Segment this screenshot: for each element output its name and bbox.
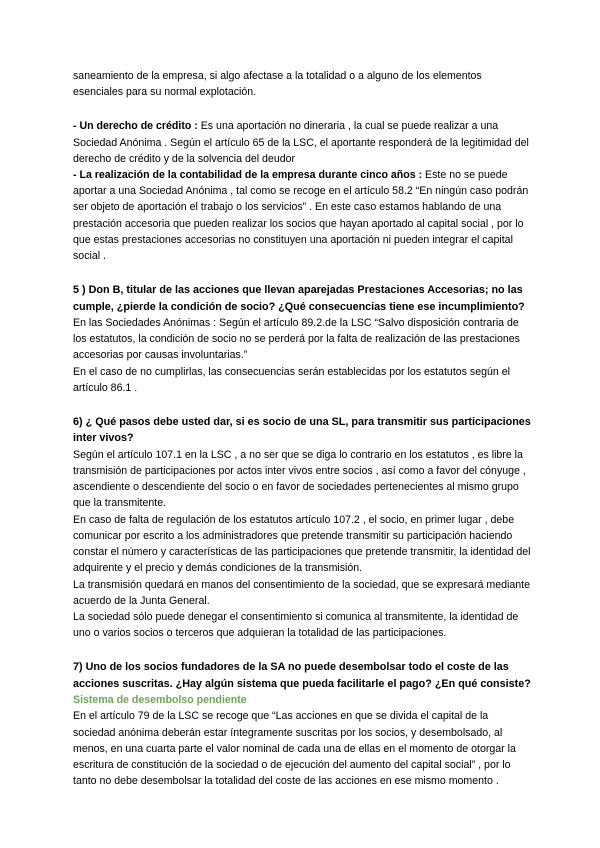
q6-paragraph-3: La transmisión quedará en manos del consentimiento de la sociedad, que se expresará mediante acuerdo de la Junta General.	[73, 578, 530, 607]
credit-lead: - Un derecho de crédito :	[73, 120, 198, 133]
question-6-heading: 6) ¿ Qué pasos debe usted dar, si es socio de una SL, para transmitir sus participaciones inter vivos?	[73, 416, 531, 445]
spacer	[73, 100, 533, 118]
credit-paragraph	[73, 118, 533, 167]
credit-text: Es una aportación no dineraria , la cual se puede realizar a una Sociedad Anónima . Según el artículo 65 de la LSC, el aportante responderá de la legitimidad del derecho de crédito y de la solvencia del deudor	[73, 120, 529, 165]
q7-subheading: Sistema de desembolso pendiente	[73, 694, 247, 707]
spacer	[73, 264, 533, 282]
q6-paragraph-1: Según el artículo 107.1 en la LSC , a no ser que se diga lo contrario en los estatutos , es libre la transmisión de participaciones por actos inter vivos entre socios , así como a favor del cónyuge , ascendiente o descendiente del socio o en favor de sociedades pertenecientes al mismo grupo que la transmitente.	[73, 448, 526, 510]
q7-paragraph-1: En el artículo 79 de la LSC se recoge que “Las acciones en que se divida el capital de la sociedad anónima deberán estar íntegramente suscritas por los socios, y desembolsado, al menos, en una cuarta parte el valor nominal de cada una de ellas en el momento de otorgar la escritura de constitución de la sociedad o de ejecución del aumento del capital social” , por lo tanto no debe desembolsar la totalidad del coste de las acciones en ese mismo momento .	[73, 710, 516, 788]
question-5-heading: 5 ) Don B, titular de las acciones que llevan aparejadas Prestaciones Accesorias; no las cumple, ¿pierde la condición de socio? ¿Qué consecuencias tiene ese incumplimiento?	[73, 284, 525, 313]
spacer	[73, 396, 533, 414]
spacer	[73, 641, 533, 659]
accounting-paragraph	[73, 167, 533, 264]
intro-paragraph: saneamiento de la empresa, si algo afectase a la totalidad o a alguno de los elementos esenciales para su normal explotación.	[73, 70, 482, 99]
q6-paragraph-4: La sociedad sólo puede denegar el consentimiento si comunica al transmitente, la identidad de uno o varios socios o terceros que adquieran la totalidad de las participaciones.	[73, 610, 519, 640]
document-page	[73, 68, 533, 789]
q6-paragraph-2: En caso de falta de regulación de los estatutos artículo 107.2 , el socio, en primer lugar , debe comunicar por escrito a los administradores que pretende transmitir su participación haciendo constar el número y características de las participaciones que pretende transmitir, la identidad del adquirente y el precio y demás condiciones de la transmisión.	[73, 513, 531, 575]
q5-paragraph-2: En el caso de no cumplirlas, las consecuencias serán establecidas por los estatutos según el artículo 86.1 .	[73, 365, 510, 394]
accounting-text: Este no se puede aportar a una Sociedad Anónima , tal como se recoge en el artículo 58.2 “En ningún caso podrán ser objeto de aportación el trabajo o los servicios” . En este caso estamos hablando de una prestación accesoria que pueden realizar los socios que hayan aportado al capital social , por lo que estas prestaciones accesorias no constituyen una aportación ni pueden integrar el capital social .	[73, 169, 529, 263]
q5-paragraph-1: En las Sociedades Anónimas : Según el artículo 89.2.de la LSC “Salvo disposición contraria de los estatutos, la condición de socio no se perderá por la falta de realización de las prestaciones accesorias por causas involuntarias.”	[73, 317, 520, 362]
question-7-heading: 7) Uno de los socios fundadores de la SA no puede desembolsar todo el coste de las acciones suscritas. ¿Hay algún sistema que pueda facilitarle el pago? ¿En qué consiste?	[73, 661, 531, 690]
accounting-lead: - La realización de la contabilidad de la empresa durante cinco años :	[73, 169, 423, 182]
